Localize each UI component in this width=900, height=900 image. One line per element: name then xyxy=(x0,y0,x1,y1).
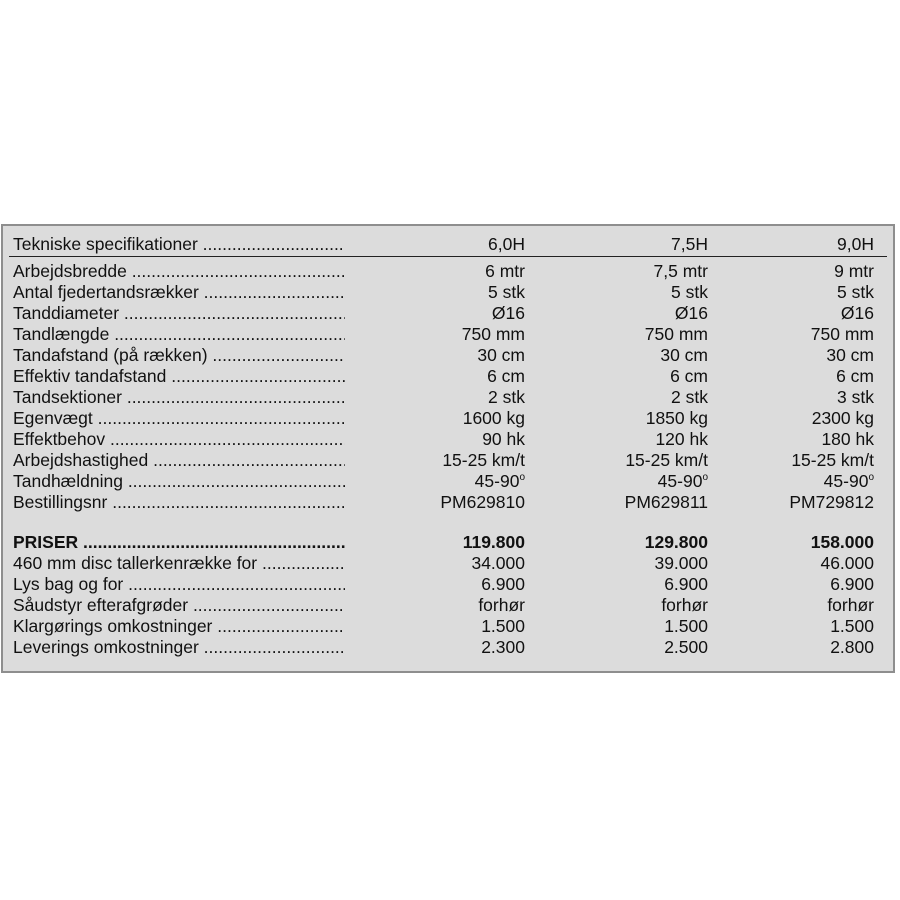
spec-value: 750 mm xyxy=(810,324,874,344)
spec-value: 6 cm xyxy=(487,366,525,386)
spec-value: 5 stk xyxy=(488,282,525,302)
price-value: 1.500 xyxy=(664,616,708,636)
degree-sign: o xyxy=(519,472,525,483)
spec-row xyxy=(3,471,893,492)
price-label: Klargørings omkostninger ..... xyxy=(13,616,345,637)
spec-label: Tandsektioner ..... xyxy=(13,387,345,408)
spec-label: Tanddiameter ..... xyxy=(13,303,345,324)
spec-value: 7,5 mtr xyxy=(653,261,708,281)
spec-row xyxy=(3,366,893,387)
spec-label: Effektbehov ..... xyxy=(13,429,345,450)
price-row xyxy=(3,616,893,637)
spec-table xyxy=(1,224,895,673)
header-row xyxy=(3,234,893,255)
price-value: 6.900 xyxy=(664,574,708,594)
spec-value: 2 stk xyxy=(488,387,525,407)
price-value: 1.500 xyxy=(830,616,874,636)
spec-label: Antal fjedertandsrækker ..... xyxy=(13,282,345,303)
model-7-5h: 7,5H xyxy=(671,234,708,254)
spec-row xyxy=(3,450,893,471)
price-value: 119.800 xyxy=(462,532,525,552)
spec-value: 5 stk xyxy=(837,282,874,302)
spec-row xyxy=(3,492,893,513)
spec-value: 120 hk xyxy=(655,429,708,449)
price-label: Såudstyr efterafgrøder ..... xyxy=(13,595,345,616)
price-value: 34.000 xyxy=(471,553,525,573)
spec-row xyxy=(3,261,893,282)
spec-label: Arbejdsbredde ..... xyxy=(13,261,345,282)
spec-label: Bestillingsnr ..... xyxy=(13,492,345,513)
spec-value: 45-90$^o$ xyxy=(657,471,708,491)
spec-value: Ø16 xyxy=(674,303,708,323)
price-value: 1.500 xyxy=(481,616,525,636)
price-value: 2.500 xyxy=(664,637,708,657)
spec-value: 2300 kg xyxy=(811,408,874,428)
spec-value: 30 cm xyxy=(660,345,708,365)
spec-value: 6 mtr xyxy=(485,261,525,281)
price-label: Lys bag og for ..... xyxy=(13,574,345,595)
spec-value: Ø16 xyxy=(840,303,874,323)
spec-value: 9 mtr xyxy=(834,261,874,281)
price-value: 6.900 xyxy=(481,574,525,594)
price-value: 39.000 xyxy=(654,553,708,573)
spec-value: 180 hk xyxy=(821,429,874,449)
spec-row xyxy=(3,282,893,303)
spec-value: 45-90$^o$ xyxy=(823,471,874,491)
price-value: 158.000 xyxy=(810,532,874,552)
spec-value: 15-25 km/t xyxy=(442,450,525,470)
model-9-0h: 9,0H xyxy=(837,234,874,254)
spec-row xyxy=(3,429,893,450)
price-value: forhør xyxy=(661,595,708,615)
spec-label: Egenvægt ..... xyxy=(13,408,345,429)
spec-value: 5 stk xyxy=(671,282,708,302)
spec-label: Arbejdshastighed ..... xyxy=(13,450,345,471)
spec-label: Effektiv tandafstand ..... xyxy=(13,366,345,387)
spec-value: 15-25 km/t xyxy=(791,450,874,470)
spec-value: 750 mm xyxy=(461,324,525,344)
spec-row xyxy=(3,324,893,345)
spec-row xyxy=(3,408,893,429)
spec-value: 90 hk xyxy=(482,429,525,449)
model-6-0h: 6,0H xyxy=(488,234,525,254)
spec-value: 30 cm xyxy=(477,345,525,365)
price-value: forhør xyxy=(827,595,874,615)
spec-value: 1600 kg xyxy=(462,408,525,428)
spec-value: PM629810 xyxy=(440,492,525,512)
spec-row xyxy=(3,345,893,366)
price-label: 460 mm disc tallerkenrække for ..... xyxy=(13,553,345,574)
spec-value: 6 cm xyxy=(670,366,708,386)
prices-title: PRISER ..... xyxy=(13,532,345,553)
spec-value: 3 stk xyxy=(837,387,874,407)
price-row xyxy=(3,637,893,658)
degree-sign: o xyxy=(868,472,874,483)
spec-label: Tandafstand (på rækken) ..... xyxy=(13,345,345,366)
spec-row xyxy=(3,303,893,324)
degree-sign: o xyxy=(702,472,708,483)
prices-title-row xyxy=(3,532,893,553)
spec-label: Tandhældning ..... xyxy=(13,471,345,492)
spec-value: 1850 kg xyxy=(645,408,708,428)
spec-value: 45-90$^o$ xyxy=(474,471,525,491)
header-divider xyxy=(9,256,887,257)
spec-value: 15-25 km/t xyxy=(625,450,708,470)
spec-label: Tandlængde ..... xyxy=(13,324,345,345)
spec-row xyxy=(3,387,893,408)
price-value: 6.900 xyxy=(830,574,874,594)
spec-value: Ø16 xyxy=(491,303,525,323)
price-value: 2.300 xyxy=(481,637,525,657)
price-value: 2.800 xyxy=(830,637,874,657)
price-value: 46.000 xyxy=(820,553,874,573)
price-value: forhør xyxy=(478,595,525,615)
spec-value: PM629811 xyxy=(624,492,708,512)
price-row xyxy=(3,595,893,616)
header-title: Tekniske specifikationer ..... xyxy=(13,234,345,255)
price-row xyxy=(3,574,893,595)
spec-value: PM729812 xyxy=(789,492,874,512)
price-value: 129.800 xyxy=(644,532,708,552)
spec-value: 6 cm xyxy=(836,366,874,386)
spec-value: 750 mm xyxy=(644,324,708,344)
spec-value: 2 stk xyxy=(671,387,708,407)
price-row xyxy=(3,553,893,574)
price-label: Leverings omkostninger ..... xyxy=(13,637,345,658)
spec-value: 30 cm xyxy=(826,345,874,365)
